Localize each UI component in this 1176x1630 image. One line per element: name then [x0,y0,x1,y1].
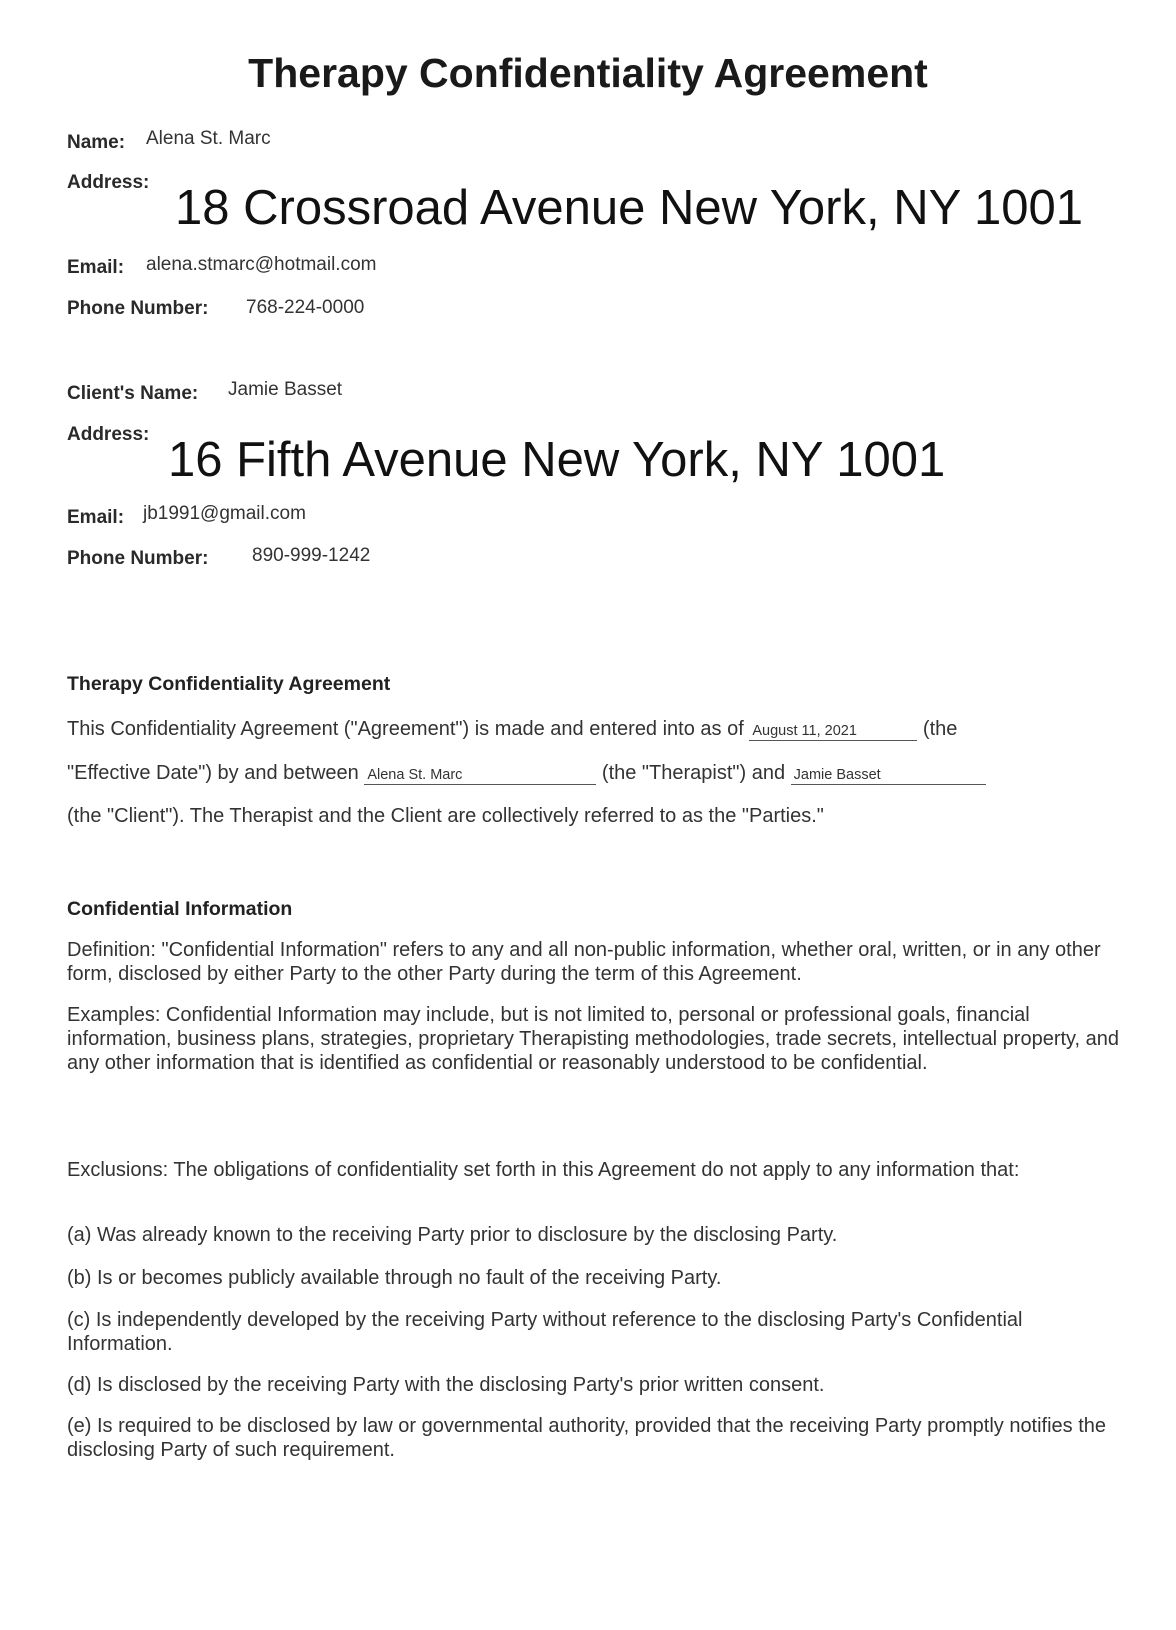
therapist-name-label: Name: [67,132,126,153]
therapist-phone-label: Phone Number: [67,298,209,319]
therapist-address-value: 18 Crossroad Avenue New York, NY 1001 [175,181,1084,235]
exclusion-item: (b) Is or becomes publicly available through no fault of the receiving Party. [67,1267,722,1289]
exclusion-item: (a) Was already known to the receiving Party prior to disclosure by the disclosing Party. [67,1224,838,1246]
examples-paragraph: Examples: Confidential Information may include, but is not limited to, personal or professional goals, financial information, business plans, strategies, proprietary Therapisting methodologies, trade secrets, intellectual property, and any other information that is identified as confidential or reasonably understood to be confidential. [67,1004,1120,1074]
therapist-name-field: Alena St. Marc [364,767,596,785]
client-email-value: jb1991@gmail.com [143,503,306,524]
therapist-name-value: Alena St. Marc [146,128,271,149]
exclusion-item: (e) Is required to be disclosed by law or governmental authority, provided that the receiving Party promptly notifies the disclosing Party of such requirement. [67,1415,1107,1461]
client-address-label: Address: [67,424,150,445]
client-address-value: 16 Fifth Avenue New York, NY 1001 [168,433,946,487]
client-phone-value: 890-999-1242 [252,545,371,566]
therapist-address-label: Address: [67,172,150,193]
exclusion-item: (c) Is independently developed by the receiving Party without reference to the disclosing Party's Confidential Information. [67,1309,1023,1355]
effective-date-text: "Effective Date") by and between [67,762,359,784]
therapist-phone-value: 768-224-0000 [246,297,365,318]
therapist-email-label: Email: [67,257,125,278]
client-name-value: Jamie Basset [228,379,343,400]
agreement-heading: Therapy Confidentiality Agreement [67,673,391,695]
exclusions-paragraph: Exclusions: The obligations of confidentiality set forth in this Agreement do not apply to any information that: [67,1159,1020,1181]
agreement-line-3: (the "Client"). The Therapist and the Client are collectively referred to as the "Parties." [67,805,824,827]
definition-paragraph: Definition: "Confidential Information" refers to any and all non-public information, whether oral, written, or in any other form, disclosed by either Party to the other Party during the term of this Agreement. [67,939,1101,985]
agreement-line-2 [67,762,986,785]
agreement-line-1 [67,718,957,741]
document-title: Therapy Confidentiality Agreement [248,50,928,96]
client-name-label: Client's Name: [67,383,199,404]
client-name-field: Jamie Basset [791,767,986,785]
therapist-role-text: (the "Therapist") and [601,762,786,784]
agreement-line-1-end: (the [922,718,958,740]
client-email-label: Email: [67,507,125,528]
agreement-intro-text: This Confidentiality Agreement ("Agreement") is made and entered into as of [67,718,744,740]
exclusion-item: (d) Is disclosed by the receiving Party with the disclosing Party's prior written consent. [67,1374,825,1396]
confidential-heading: Confidential Information [67,898,293,920]
therapist-email-value: alena.stmarc@hotmail.com [146,254,377,275]
client-phone-label: Phone Number: [67,548,209,569]
effective-date-field: August 11, 2021 [749,723,917,741]
